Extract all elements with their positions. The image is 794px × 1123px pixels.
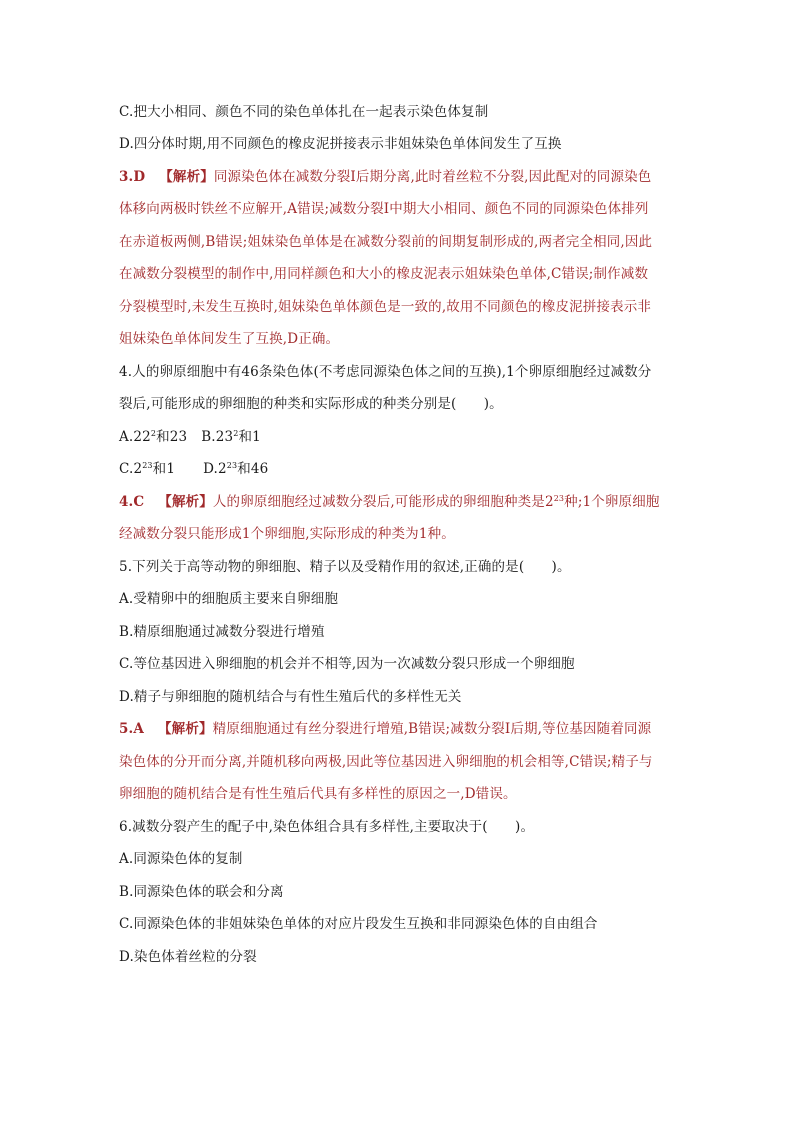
q6-option-d: D.染色体着丝粒的分裂	[119, 949, 257, 965]
answer-5-number: 5.A	[119, 721, 145, 737]
answer-4-number: 4.C	[119, 494, 145, 510]
q4-option-d: $D.2^{23}$和46	[203, 461, 269, 477]
answer-5-analysis-tag: 【解析】	[158, 721, 213, 737]
q4-options-cd	[119, 459, 268, 479]
question-5: 5.下列关于高等动物的卵细胞、精子以及受精作用的叙述,正确的是( )。	[119, 559, 571, 575]
q5-option-b: B.精原细胞通过减数分裂进行增殖	[119, 624, 325, 640]
q6-option-c: C.同源染色体的非姐妹染色单体的对应片段发生互换和非同源染色体的自由组合	[119, 916, 598, 932]
q5-option-c: C.等位基因进入卵细胞的机会并不相等,因为一次减数分裂只形成一个卵细胞	[119, 656, 575, 672]
q5-option-a: A.受精卵中的细胞质主要来自卵细胞	[119, 591, 339, 607]
q3-option-d: D.四分体时期,用不同颜色的橡皮泥拼接表示非姐妹染色单体间发生了互换	[119, 136, 562, 152]
answer-3-analysis-tag: 【解析】	[159, 169, 214, 185]
answer-5-line-1: 5.A 【解析】精原细胞通过有丝分裂进行增殖,B错误;减数分裂Ⅰ后期,等位基因随着同源	[119, 721, 652, 737]
question-4-line-1: 4.人的卵原细胞中有46条染色体(不考虑同源染色体之间的互换),1个卵原细胞经过减数分	[119, 364, 652, 380]
q4-option-c: $C.2^{23}$和1	[119, 461, 176, 477]
answer-3-line-2: 体移向两极时铁丝不应解开,A错误;减数分裂Ⅰ中期大小相同、颜色不同的同源染色体排列	[119, 201, 649, 217]
answer-3-text: 同源染色体在减数分裂Ⅰ后期分离,此时着丝粒不分裂,因此配对的同源染色	[213, 169, 652, 185]
q6-option-b: B.同源染色体的联会和分离	[119, 884, 284, 900]
answer-3-number: 3.D	[119, 169, 146, 185]
q4-option-b: $B.23^2$和1	[201, 429, 261, 445]
q3-option-c: C.把大小相同、颜色不同的染色单体扎在一起表示染色体复制	[119, 104, 489, 120]
answer-3-line-1	[119, 167, 651, 187]
answer-5-line-3: 卵细胞的随机结合是有性生殖后代具有多样性的原因之一,D错误。	[119, 786, 517, 802]
answer-4-line-1: 4.C 【解析】人的卵原细胞经过减数分裂后,可能形成的卵细胞种类是$2^{23}$种;1个卵原细胞	[119, 494, 660, 510]
answer-3-line-6: 姐妹染色单体间发生了互换,D正确。	[119, 331, 340, 347]
question-6: 6.减数分裂产生的配子中,染色体组合具有多样性,主要取决于( )。	[119, 819, 535, 835]
answer-3-line-5: 分裂模型时,未发生互换时,姐妹染色单体颜色是一致的,故用不同颜色的橡皮泥拼接表示非	[119, 299, 652, 315]
answer-3-line-4: 在减数分裂模型的制作中,用同样颜色和大小的橡皮泥表示姐妹染色单体,C错误;制作减数	[119, 266, 649, 282]
question-4-line-2: 裂后,可能形成的卵细胞的种类和实际形成的种类分别是( )。	[119, 396, 503, 412]
q5-option-d: D.精子与卵细胞的随机结合与有性生殖后代的多样性无关	[119, 689, 462, 705]
q4-options-ab	[119, 427, 261, 447]
answer-3-line-3: 在赤道板两侧,B错误;姐妹染色单体是在减数分裂前的间期复制形成的,两者完全相同,因此	[119, 234, 653, 250]
answer-5-line-2: 染色体的分开而分离,并随机移向两极,因此等位基因进入卵细胞的机会相等,C错误;精子与	[119, 754, 653, 770]
q4-option-a: $A.22^2$和23	[119, 429, 188, 445]
answer-4-line-2: 经减数分裂只能形成1个卵细胞,实际形成的种类为1种。	[119, 526, 455, 542]
q6-option-a: A.同源染色体的复制	[119, 851, 243, 867]
answer-4-analysis-tag: 【解析】	[158, 494, 213, 510]
